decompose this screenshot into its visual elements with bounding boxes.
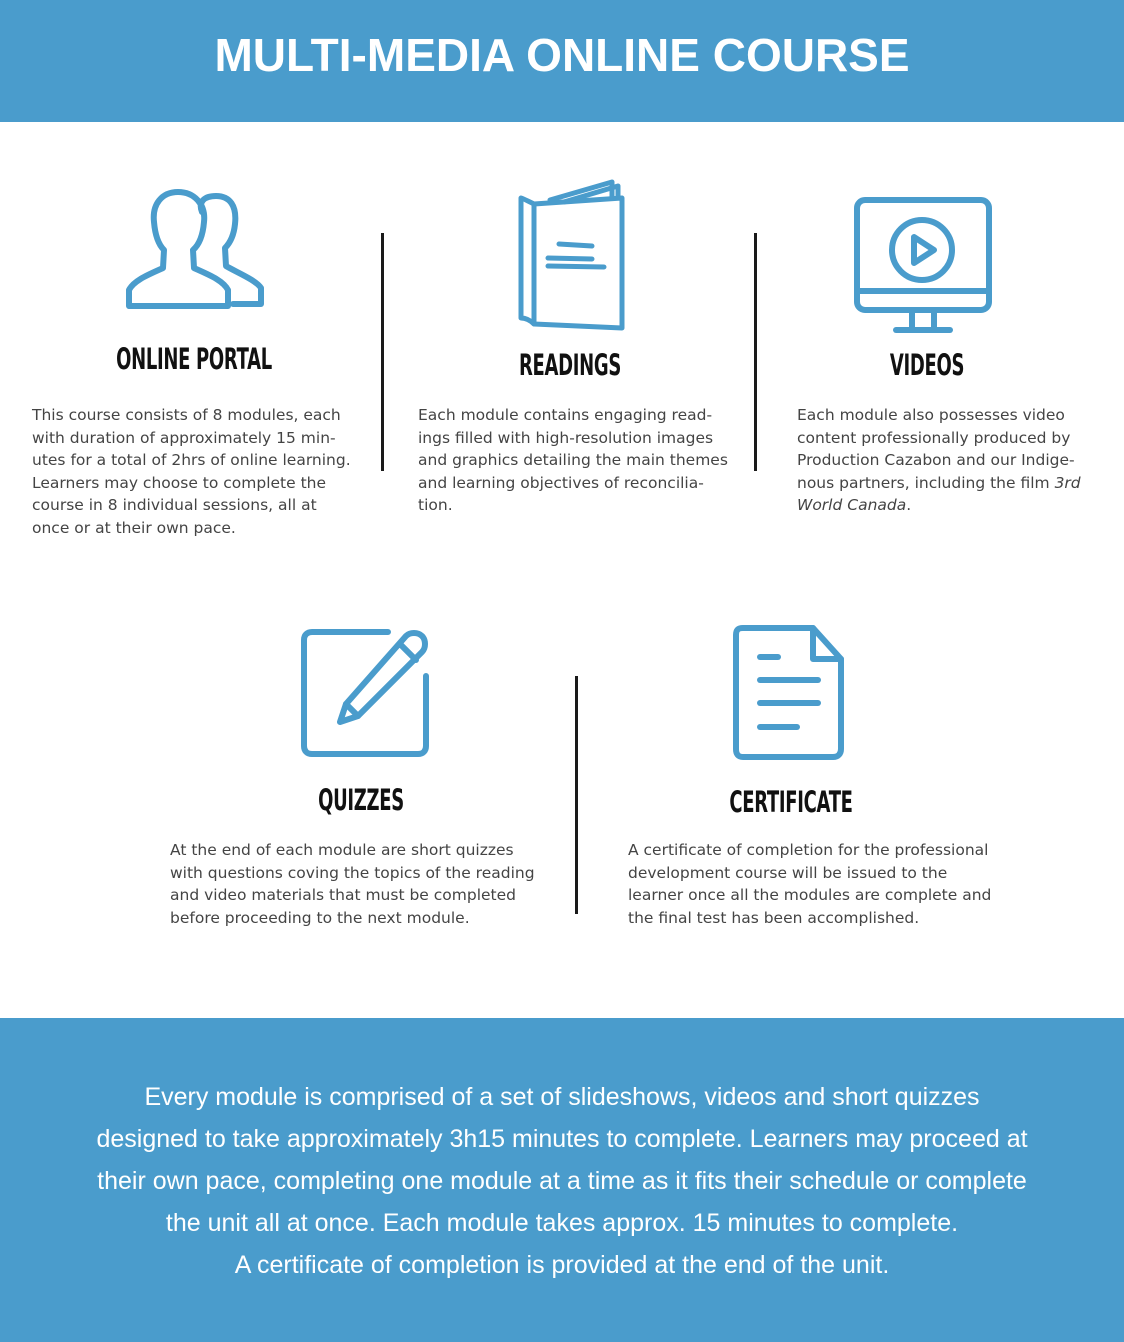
- footer-text: Every module is comprised of a set of slideshows, videos and short quizzes designed to take approximately 3h15 minutes to complete. Learners may proceed at their own pace, completing one module at a time as it fits their schedule or complete the unit all at once. Each module takes approx. 15 minutes to complete. A certificate of completion is provided at the end of the unit.: [96, 1083, 1028, 1279]
- feature-title: CERTIFICATE: [729, 785, 853, 819]
- feature-title: VIDEOS: [889, 348, 965, 382]
- feature-description: A certificate of completion for the professional development course will be issued to the learner once all the modules are complete and the final test has been accomplished.: [628, 841, 992, 927]
- film-title: 3rd World Canada: [797, 473, 1081, 515]
- users-icon: [124, 188, 269, 313]
- description-text: Each module also possesses video content professionally produced by Production Cazabon and our Indige- nous partners, including the film: [797, 406, 1075, 492]
- feature-title: ONLINE PORTAL: [116, 342, 272, 376]
- description-text-end: .: [906, 496, 912, 515]
- column-divider: [754, 233, 757, 471]
- page-title: MULTI-MEDIA ONLINE COURSE: [214, 29, 910, 81]
- feature-description: At the end of each module are short quizzes with questions coving the topics of the reading and video materials that must be completed before proceeding to the next module.: [170, 841, 535, 927]
- book-icon: [514, 178, 630, 334]
- feature-title: READINGS: [519, 348, 621, 382]
- column-divider: [575, 676, 578, 914]
- feature-description: [797, 404, 1107, 517]
- footer-banner: [0, 1018, 1124, 1342]
- pencil-edit-icon: [300, 628, 432, 760]
- feature-title: QUIZZES: [318, 783, 404, 817]
- document-icon: [733, 625, 847, 761]
- feature-description: This course consists of 8 modules, each with duration of approximately 15 min- utes for a total of 2hrs of online learning. Learners may choose to complete the course in 8 individual sessions, all at once or at their own pace.: [32, 406, 351, 537]
- column-divider: [381, 233, 384, 471]
- video-monitor-icon: [854, 197, 994, 337]
- feature-description: Each module contains engaging read- ings filled with high-resolution images and graphics detailing the main themes and learning objectives of reconcilia- tion.: [418, 406, 728, 515]
- header-banner: [0, 0, 1124, 122]
